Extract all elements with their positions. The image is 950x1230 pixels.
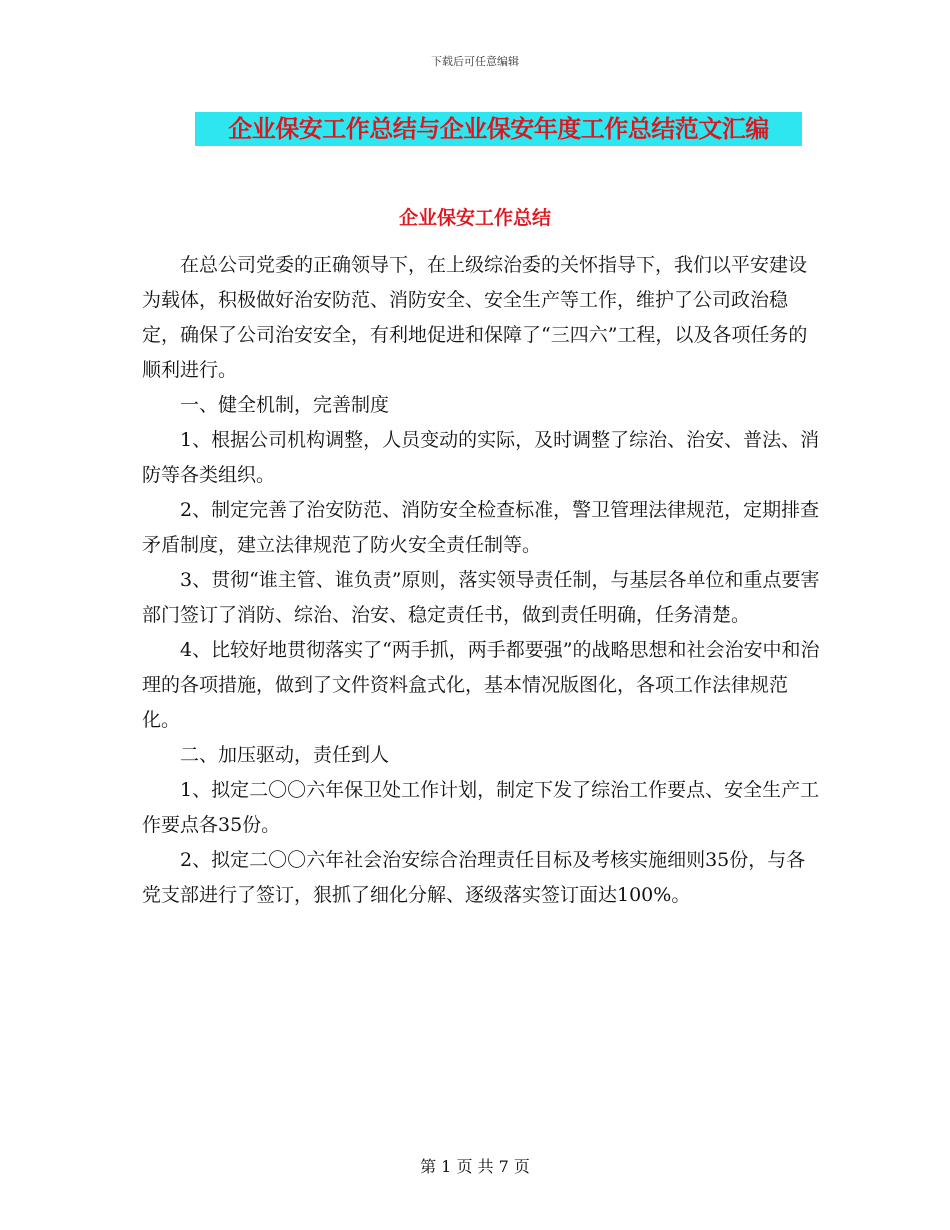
header-note: 下载后可任意编辑	[431, 55, 519, 68]
heading-pressure: 二、加压驱动，责任到人	[180, 744, 390, 766]
paragraph-item: 2、制定完善了治安防范、消防安全检查标准，警卫管理法律规范，定期排查矛盾制度，建立法律规范了防火安全责任制等。	[142, 499, 820, 556]
paragraph-item: 3、贯彻“谁主管、谁负责”原则，落实领导责任制，与基层各单位和重点要害部门签订了消防、综治、治安、稳定责任书，做到责任明确，任务清楚。	[142, 569, 820, 626]
document-body	[142, 248, 824, 913]
main-title-highlight	[195, 112, 802, 146]
section-title: 企业保安工作总结	[398, 207, 551, 229]
paragraph-intro: 在总公司党委的正确领导下，在上级综治委的关怀指导下，我们以平安建设为载体，积极做好治安防范、消防安全、安全生产等工作，维护了公司政治稳定，确保了公司治安安全，有利地促进和保障了“三四六”工程，以及各项任务的顺利进行。	[142, 254, 808, 381]
paragraph-item: 4、比较好地贯彻落实了“两手抓，两手都要强”的战略思想和社会治安中和治理的各项措施，做到了文件资料盒式化，基本情况版图化，各项工作法律规范化。	[142, 639, 820, 731]
paragraph-item: 2、拟定二〇〇六年社会治安综合治理责任目标及考核实施细则35份，与各党支部进行了签订，狠抓了细化分解、逐级落实签订面达100%。	[142, 849, 806, 906]
heading-mechanism: 一、健全机制，完善制度	[180, 394, 390, 416]
paragraph-item: 1、拟定二〇〇六年保卫处工作计划，制定下发了综治工作要点、安全生产工作要点各35份。	[142, 779, 820, 836]
document-title: 企业保安工作总结与企业保安年度工作总结范文汇编	[228, 115, 769, 143]
page-number: 第 1 页 共 7 页	[420, 1157, 530, 1176]
paragraph-item: 1、根据公司机构调整，人员变动的实际，及时调整了综治、治安、普法、消防等各类组织。	[142, 429, 820, 486]
